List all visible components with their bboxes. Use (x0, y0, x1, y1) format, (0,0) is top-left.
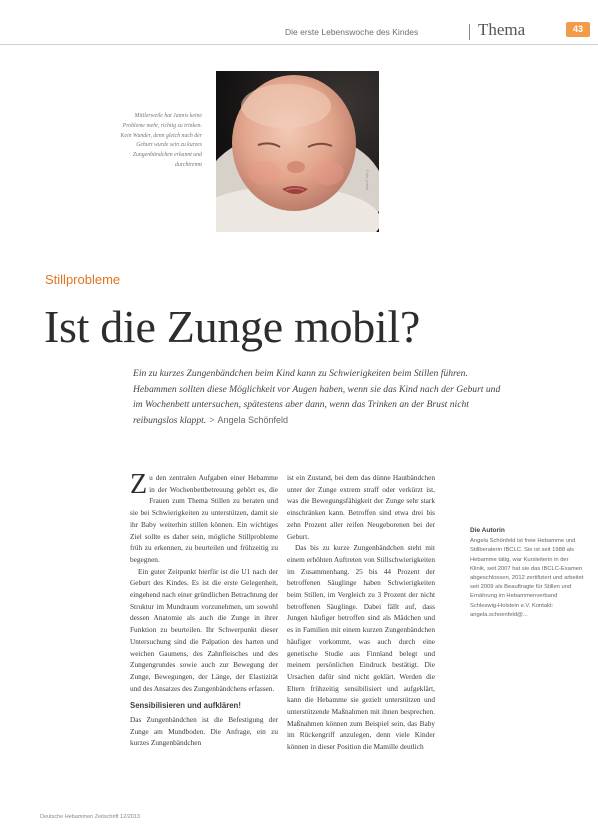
section-title: Die erste Lebenswoche des Kindes (285, 27, 419, 37)
page-number-badge: 43 (566, 22, 590, 37)
section-subhead: Sensibilisieren und aufklären! (130, 701, 241, 711)
header-rule (0, 44, 598, 45)
topic-label: Thema (478, 20, 526, 39)
article-headline: Ist die Zunge mobil? (44, 301, 420, 352)
photo-credit: Foto: privat (365, 170, 370, 191)
article-lead (133, 366, 503, 428)
lead-text: Ein zu kurzes Zungenbändchen beim Kind kann zu Schwierigkeiten beim Stillen führen. Hebammen sollten diese Möglichkeit vor Augen haben, wenn sie das Kind nach der Geburt und im Wochenbett untersuchen, spätestens aber dann, wenn das Trinken an der Brust nicht reibungslos klappt. > (133, 368, 501, 426)
lead-author: Angela Schönfeld (217, 414, 289, 425)
article-kicker: Stillprobleme (45, 272, 121, 287)
paragraph: Das Zungenbändchen ist die Befestigung der Zunge am Mundboden. Die Anfrage, ein zu kurzes Zungenbändchen (130, 715, 278, 748)
body-column-2 (287, 472, 435, 812)
body-column-1 (130, 472, 278, 812)
drop-cap: Z (130, 472, 148, 500)
paragraph (130, 472, 278, 566)
header-separator (469, 24, 470, 40)
baby-photo (216, 71, 379, 232)
author-box-title: Die Autorin (470, 527, 505, 534)
baby-face-illustration (216, 71, 379, 232)
page-footer: Deutsche Hebammen Zeitschrift 12/2013 (40, 814, 140, 820)
paragraph-text: u den zentralen Aufgaben einer Hebamme in der Wochenbettbetreuung gehört es, die Frauen zum Thema Stillen zu beraten und sie bei Schwierigkeiten zu unterstützen, damit sie ihr Baby weiterhin stillen können. Ein wichtiges Ziel sollte es daher sein, mögliche Stillprobleme früh zu erkennen, zu beurteilen und frühzeitig zu begegnen. (130, 473, 278, 564)
author-box-text: Angela Schönfeld ist freie Hebamme und Stillberaterin IBCLC. Sie ist seit 1988 als Hebamme tätig, war Kursleiterin in der Klinik, seit 2007 hat sie das IBCLC-Examen abgeschlossen, 2012 zertifiziert und arbeitet seit 2009 als Beauftragte für Stillen und Ernährung im Hebammenverband Schleswig-Holstein e.V. Kontakt: angela.schoenfeld@... (470, 538, 584, 618)
paragraph: ist ein Zustand, bei dem das dünne Hautbändchen unter der Zunge extrem straff oder verkürzt ist, was die Bewegungsfähigkeit der Zunge sehr stark einschränken kann. Betroffen sind etwa drei bis zehn Prozent aller reifen Neugeborenen bei der Geburt. (287, 473, 435, 541)
author-box (470, 526, 584, 620)
paragraph: Ein guter Zeitpunkt hierfür ist die U1 nach der Geburt des Kindes. Es ist die erste Gelegenheit, eingehend nach einer gründlichen Betrachtung der Struktur im Mundraum vorzunehmen, um sowohl dessen Anatomie als auch die Zunge in ihrer Funktion zu beurteilen. Ihr Schwerpunkt dieser Untersuchung sind die Palpation des harten und weichen Gaumens, des Zahnfleisches und des Zungengrundes sowie auch zur Bewegung der Zunge, Bewegungen, der Länge, der Elastizität und des Ansatzes des Zungenbändchens erfassen. (130, 566, 278, 693)
photo-caption: Mittlerweile hat Jannis keine Probleme mehr, richtig zu trinken. Kein Wunder, denn gleich nach der Geburt wurde sein zu kurzes Zungenbändchen erkannt und durchtrennt (120, 113, 202, 168)
paragraph: Das bis zu kurze Zungenbändchen steht mit einem erhöhten Auftreten von Stillschwierigkeiten im Zusammenhang. 25 bis 44 Prozent der betroffenen Säuglinge haben Schwierigkeiten beim Stillen, im Vergleich zu 3 Prozent der nicht betroffenen Säuglinge. Dabei fällt auf, dass Jungen häufiger betroffen sind als Mädchen und es in Familien mit einem kurzen Zungenbändchen häufiger vorkommt, was auch durch eine genetische Studie aus Finnland belegt und meinem persönlichen Eindruck bestätigt. Die Ursachen dafür sind nicht geklärt. Werden die Eltern frühzeitig sensibilisiert und aufgeklärt, kann die Hebamme sie gezielt unterstützen und unterstützende Maßnahmen mit ihnen besprechen. Maßnahmen können zum Beispiel sein, das Baby im Rückengriff anzulegen, denn viele Kinder können in dieser Position die Mamille deutlich (287, 543, 435, 752)
